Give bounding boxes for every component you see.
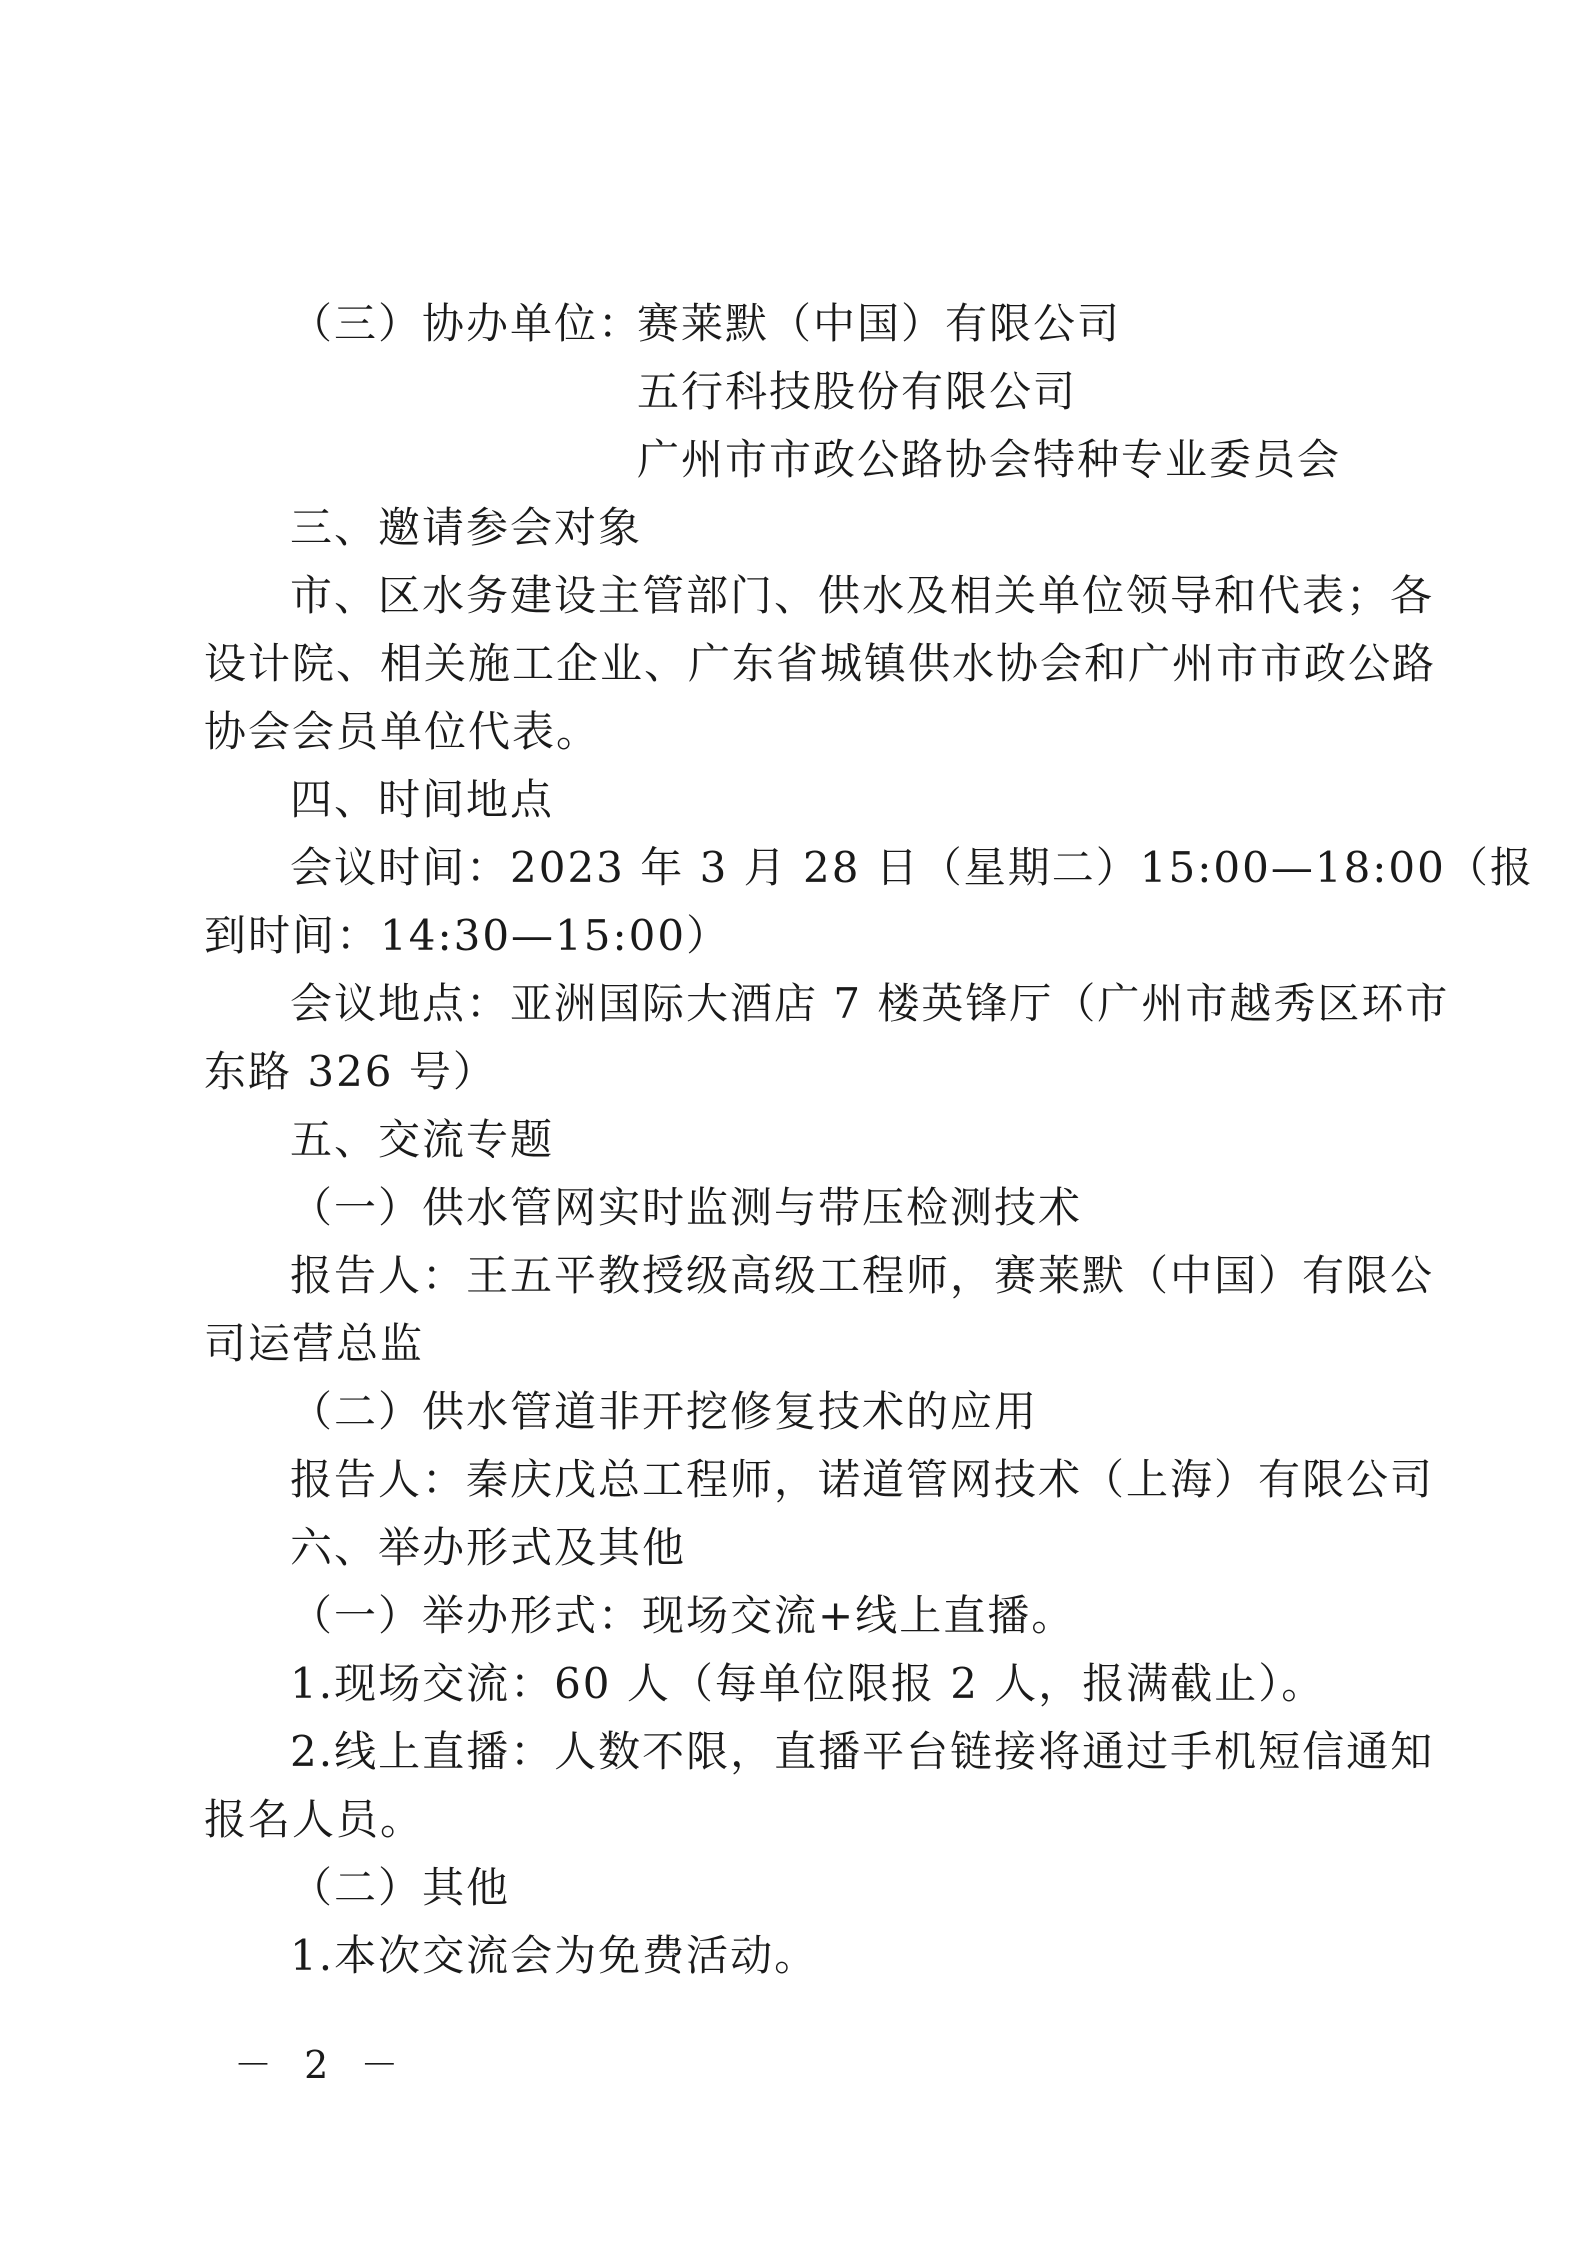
format-item-2-line-1: 2.线上直播：人数不限，直播平台链接将通过手机短信通知 xyxy=(290,1727,1435,1776)
meeting-place-line-2: 东路 326 号） xyxy=(204,1047,497,1096)
format-item-2-line-2: 报名人员。 xyxy=(204,1795,425,1844)
co-organizer-unit-2: 五行科技股份有限公司 xyxy=(637,367,1078,416)
co-organizer-unit-3: 广州市市政公路协会特种专业委员会 xyxy=(637,435,1342,484)
page-number: － 2 － xyxy=(234,2043,409,2087)
co-organizer-label: （三）协办单位： xyxy=(290,299,643,348)
event-format: （一）举办形式：现场交流+线上直播。 xyxy=(290,1591,1076,1640)
other-heading: （二）其他 xyxy=(290,1863,511,1912)
reporter-1-line-2: 司运营总监 xyxy=(204,1319,425,1368)
meeting-time-line-2: 到时间：14:30—15:00） xyxy=(204,911,731,960)
other-item-1: 1.本次交流会为免费活动。 xyxy=(290,1931,819,1980)
reporter-1-line-1: 报告人：王五平教授级高级工程师，赛莱默（中国）有限公 xyxy=(290,1251,1435,1300)
format-item-1: 1.现场交流：60 人（每单位限报 2 人，报满截止）。 xyxy=(290,1659,1326,1708)
section6-heading: 六、举办形式及其他 xyxy=(290,1523,687,1572)
topic-2: （二）供水管道非开挖修复技术的应用 xyxy=(290,1387,1039,1436)
section4-heading: 四、时间地点 xyxy=(290,775,555,824)
meeting-place-line-1: 会议地点：亚洲国际大酒店 7 楼英锋厅（广州市越秀区环市 xyxy=(290,979,1450,1028)
co-organizer-unit-1: 赛莱默（中国）有限公司 xyxy=(637,299,1122,348)
section3-line-1: 市、区水务建设主管部门、供水及相关单位领导和代表；各 xyxy=(290,571,1435,620)
section3-line-2: 设计院、相关施工企业、广东省城镇供水协会和广州市市政公路 xyxy=(204,639,1437,688)
meeting-time-line-1: 会议时间：2023 年 3 月 28 日（星期二）15:00—18:00（报 xyxy=(290,843,1534,892)
topic-1: （一）供水管网实时监测与带压检测技术 xyxy=(290,1183,1083,1232)
section3-line-3: 协会会员单位代表。 xyxy=(204,707,601,756)
section5-heading: 五、交流专题 xyxy=(290,1115,555,1164)
reporter-2: 报告人：秦庆戊总工程师，诺道管网技术（上海）有限公司 xyxy=(290,1455,1435,1504)
section3-heading: 三、邀请参会对象 xyxy=(290,503,643,552)
